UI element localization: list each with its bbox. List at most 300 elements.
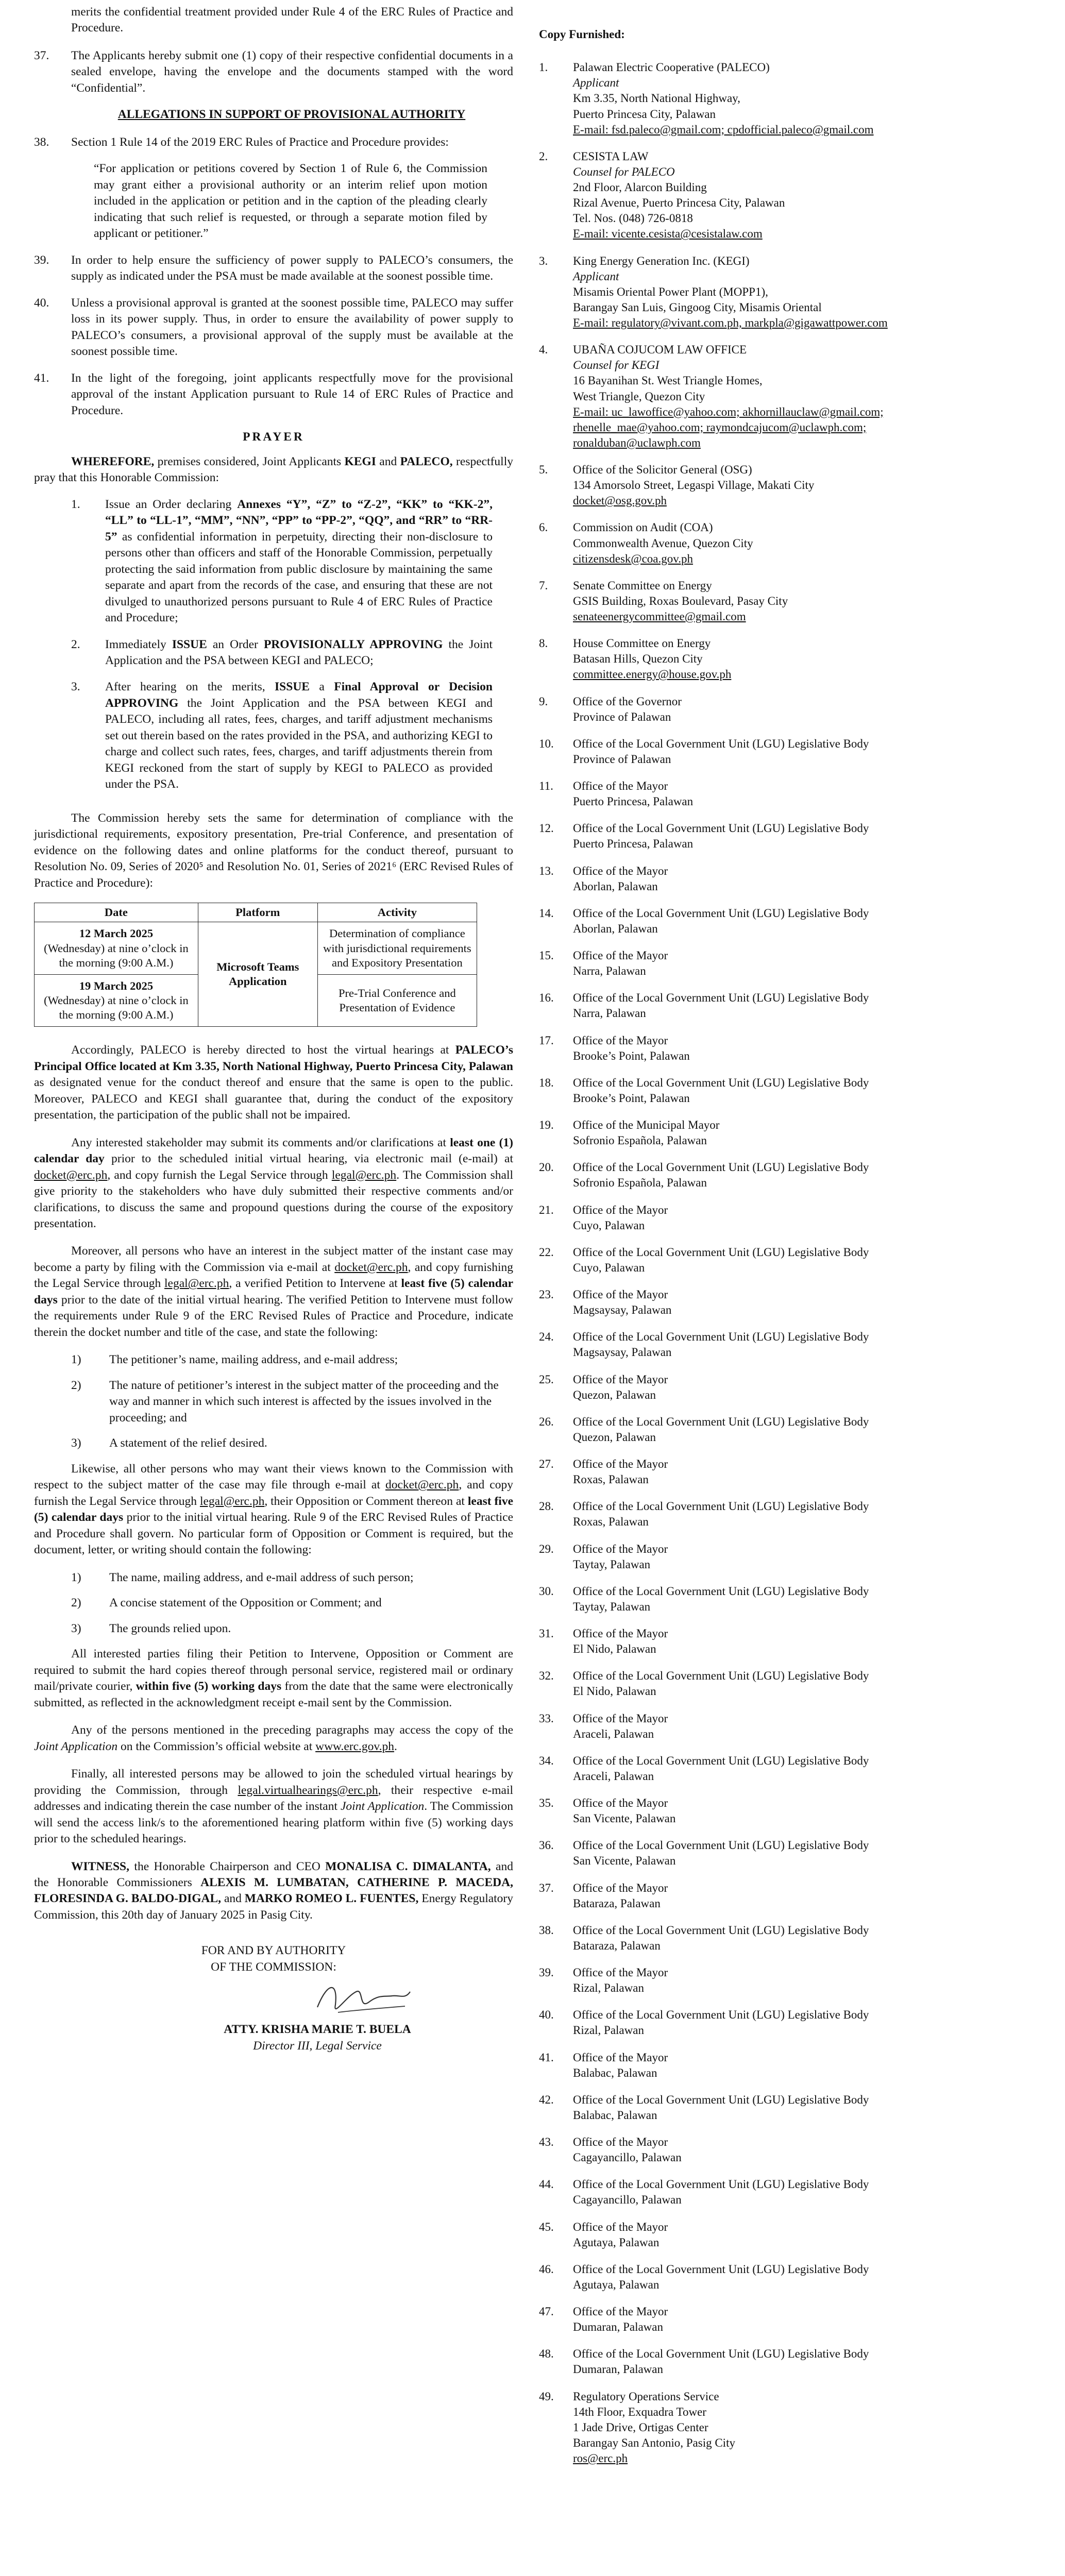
text-run: Any interested stakeholder may submit its comments and/or clarifications at xyxy=(71,1136,450,1149)
text-run: the Joint Application and the PSA between KEGI and PALECO, including all rates, fees, charges, and tariff adjustment mechanisms set out therein based on the rates provided in the PSA, and authorizing KEGI to charge and collect such rates, fees, charges, and tariff adjustments therein from KEGI reckoned from the start of supply by KEGI to PALECO as provided under the PSA. xyxy=(105,696,493,791)
entry-number: 3. xyxy=(539,254,548,267)
email-link[interactable]: docket@osg.gov.ph xyxy=(573,494,667,507)
entry-text xyxy=(573,149,1034,242)
entry-text xyxy=(573,1456,1034,1487)
copy-furnished-list xyxy=(539,27,1034,2478)
recipient-entry xyxy=(539,863,1034,894)
recipient-entry xyxy=(539,2262,1034,2293)
text-run: a xyxy=(309,680,334,694)
address-line: Office of the Mayor xyxy=(573,2305,668,2318)
recipient-entry xyxy=(539,821,1034,852)
text-run: All interested parties filing their Petition to Intervene, Opposition or Comment are required to submit the hard copies thereof through personal service, registered mail or ordinary mail/private courier, xyxy=(34,1647,513,1693)
list-number: 2) xyxy=(71,1596,81,1610)
text-run: . The Commission will send the access link/s to the aforementioned hearing platform within five (5) working days prior to the scheduled hearings. xyxy=(34,1800,513,1846)
recipient-entry xyxy=(539,1753,1034,1784)
activity-cell: Determination of compliance with jurisdictional requirements and Expository Presentation xyxy=(317,922,477,974)
entry-number: 12. xyxy=(539,822,554,835)
email-link[interactable]: E-mail: regulatory@vivant.com.ph, markpla@gigawattpower.com xyxy=(573,316,888,329)
email-link[interactable]: E-mail: vicente.cesista@cesistalaw.com xyxy=(573,227,763,241)
paragraph-stakeholder xyxy=(34,1135,513,1232)
list-text: A concise statement of the Opposition or Comment; and xyxy=(109,1596,382,1610)
recipient-entry xyxy=(539,636,1034,682)
list-item xyxy=(71,1435,503,1451)
entry-text xyxy=(573,694,1034,725)
address-line: Cagayancillo, Palawan xyxy=(573,2151,682,2164)
email-link[interactable]: senateenergycommittee@gmail.com xyxy=(573,610,746,623)
text-run: as designated venue for the conduct thereof and ensure that the same is open to the public. Moreover, PALECO and KEGI shall guarantee that, during the conduct of the expository presentation, the participation of the public shall not be impaired. xyxy=(34,1076,513,1122)
entry-number: 45. xyxy=(539,2220,554,2233)
recipient-entry xyxy=(539,1795,1034,1826)
entry-text xyxy=(573,1965,1034,1996)
docket-email-link[interactable]: docket@erc.ph xyxy=(385,1478,459,1492)
text-run: . The Commission shall give priority to the stakeholders who have duly submitted their respective comments and/or clarifications, to discuss the same and propound questions during the course of the expository presentation. xyxy=(34,1168,513,1230)
recipient-entry xyxy=(539,2219,1034,2250)
date-cell xyxy=(35,974,198,1026)
item-number: 2. xyxy=(71,637,80,651)
recipient-entry xyxy=(539,2134,1034,2165)
item-text xyxy=(105,637,493,669)
address-line: Office of the Local Government Unit (LGU) Legislative Body xyxy=(573,2262,869,2276)
entry-text xyxy=(573,2346,1034,2377)
entry-number: 49. xyxy=(539,2389,554,2403)
text-run: and xyxy=(376,454,400,468)
text-run: the Honorable Chairperson and CEO xyxy=(129,1859,326,1873)
list-item xyxy=(71,1621,503,1637)
list-number: 1) xyxy=(71,1353,81,1367)
signature-area xyxy=(34,1975,513,2022)
party-role: Applicant xyxy=(573,76,619,90)
email-link[interactable]: ronalduban@uclawph.com xyxy=(573,436,701,449)
entry-text xyxy=(573,821,1034,852)
entry-text xyxy=(573,636,1034,682)
signer-name: ATTY. KRISHA MARIE T. BUELA xyxy=(224,2023,411,2037)
bold-run: least one (1) calendar day xyxy=(34,1136,513,1166)
column-header: Date xyxy=(35,903,198,922)
entry-text xyxy=(573,736,1034,767)
entry-text xyxy=(573,1541,1034,1572)
entry-text xyxy=(573,1160,1034,1191)
entry-number: 17. xyxy=(539,1033,554,1047)
address-line: Office of the Mayor xyxy=(573,1711,668,1725)
entry-number: 1. xyxy=(539,61,548,74)
paleco-bold: PALECO, xyxy=(400,454,453,468)
address-line: Misamis Oriental Power Plant (MOPP1), xyxy=(573,285,768,298)
text-run: , their respective e-mail addresses and indicating therein the case number of the instant xyxy=(34,1783,513,1814)
entry-number: 33. xyxy=(539,1711,554,1725)
recipient-entry xyxy=(539,948,1034,979)
address-line: Puerto Princesa, Palawan xyxy=(573,837,694,851)
recipient-entry xyxy=(539,1329,1034,1360)
paragraph-number: 37. xyxy=(34,48,49,62)
email-link[interactable]: ros@erc.ph xyxy=(573,2452,628,2465)
address-line: Dumaran, Palawan xyxy=(573,2363,663,2376)
text-run: respectfully pray that this Honorable Commission: xyxy=(34,454,513,485)
list-text: The petitioner’s name, mailing address, and e-mail address; xyxy=(109,1353,398,1367)
handwritten-signature xyxy=(307,1976,415,2023)
list-text: The nature of petitioner’s interest in the subject matter of the proceeding and the way and manner in which such interest is affected by the issues involved in the proceeding; and xyxy=(109,1378,499,1425)
text-run: Finally, all interested persons may be allowed to join the scheduled virtual hearings by providing the Commission, through xyxy=(34,1767,513,1797)
list-text: The name, mailing address, and e-mail address of such person; xyxy=(109,1570,414,1584)
entry-number: 25. xyxy=(539,1372,554,1386)
virtual-hearings-email-link[interactable]: legal.virtualhearings@erc.ph xyxy=(238,1783,378,1797)
address-line: Office of the Local Government Unit (LGU) Legislative Body xyxy=(573,1584,869,1598)
address-line: Cagayancillo, Palawan xyxy=(573,2193,682,2207)
text-run: Likewise, all other persons who may want their views known to the Commission with respect to the subject matter of the case may file through e-mail at xyxy=(34,1462,513,1492)
entry-text xyxy=(573,2304,1034,2335)
address-line: Office of the Local Government Unit (LGU) Legislative Body xyxy=(573,822,869,835)
recipient-entry xyxy=(539,1414,1034,1445)
recipient-entry xyxy=(539,1965,1034,1996)
paragraph-interested xyxy=(34,1646,513,1711)
list-text: The grounds relied upon. xyxy=(109,1621,231,1635)
bold-run: ALEXIS M. LUMBATAN, CATHERINE P. MACEDA, FLORESINDA G. BALDO-DIGAL, xyxy=(34,1875,513,1906)
schedule-intro: The Commission hereby sets the same for determination of compliance with the jurisdictional requirements, expository presentation, Pre-trial Conference, and presentation of evidence on the following dates and online platforms for the conduct thereof, pursuant to Resolution No. 09, Series of 2020⁵ and Resolution No. 01, Series of 2021⁶ (ERC Revised Rules of Practice and Procedure): xyxy=(34,811,513,890)
address-line: UBAÑA COJUCOM LAW OFFICE xyxy=(573,343,747,357)
table-row xyxy=(35,922,477,974)
recipient-entry xyxy=(539,990,1034,1021)
entry-number: 34. xyxy=(539,1754,554,1767)
address-line: Narra, Palawan xyxy=(573,964,646,978)
entry-text xyxy=(573,1499,1034,1530)
entry-number: 44. xyxy=(539,2178,554,2191)
paragraph-39 xyxy=(34,252,513,285)
address-line: Bataraza, Palawan xyxy=(573,1939,661,1952)
entry-number: 23. xyxy=(539,1288,554,1301)
entry-number: 28. xyxy=(539,1500,554,1513)
entry-text xyxy=(573,2092,1034,2123)
text-run: prior to the initial virtual hearing. Rule 9 of the ERC Revised Rules of Practice and Procedure shall govern. No particular form of Opposition or Comment is required, but the document, letter, or writing should contain the following: xyxy=(34,1511,513,1557)
hearing-schedule-table xyxy=(34,903,477,1027)
section-title: ALLEGATIONS IN SUPPORT OF PROVISIONAL AUTHORITY xyxy=(117,108,466,122)
left-column xyxy=(34,4,513,2054)
entry-number: 20. xyxy=(539,1161,554,1174)
address-line: Dumaran, Palawan xyxy=(573,2320,663,2334)
paragraph-37 xyxy=(34,48,513,96)
address-line: Araceli, Palawan xyxy=(573,1769,654,1783)
address-line: Office of the Mayor xyxy=(573,1372,668,1386)
copy-furnished-title: Copy Furnished: xyxy=(539,28,625,41)
entry-number: 41. xyxy=(539,2050,554,2064)
address-line: Puerto Princesa City, Palawan xyxy=(573,107,716,121)
paragraph-text: In the light of the foregoing, joint applicants respectfully move for the provisional approval of the instant Application pursuant to Rule 14 of ERC Rules of Practice and Procedure. xyxy=(71,371,513,417)
platform-cell: Microsoft Teams Application xyxy=(198,922,317,1027)
entry-number: 15. xyxy=(539,949,554,962)
entry-text xyxy=(573,1668,1034,1699)
entry-number: 38. xyxy=(539,1923,554,1937)
paragraph-witness xyxy=(34,1859,513,1924)
address-line: Office of the Local Government Unit (LGU) Legislative Body xyxy=(573,1245,869,1259)
bold-run: ISSUE xyxy=(172,637,207,651)
address-line: Aborlan, Palawan xyxy=(573,922,658,935)
text-run: Energy Regulatory Commission, this 20th day of January 2025 in Pasig City. xyxy=(34,1892,514,1922)
paragraph-38 xyxy=(34,134,513,150)
paragraph-36-continuation: merits the confidential treatment provided under Rule 4 of the ERC Rules of Practice and Procedure. xyxy=(71,5,513,35)
address-line: Palawan Electric Cooperative (PALECO) xyxy=(573,61,770,74)
address-line: Province of Palawan xyxy=(573,710,671,723)
recipient-entry xyxy=(539,694,1034,725)
recipient-entry xyxy=(539,1668,1034,1699)
address-line: Office of the Mayor xyxy=(573,1458,668,1470)
bold-run: MARKO ROMEO L. FUENTES, xyxy=(244,1892,419,1906)
address-line: Office of the Local Government Unit (LGU) Legislative Body xyxy=(573,1839,869,1852)
entry-text xyxy=(573,778,1034,809)
text-run: an Order xyxy=(207,637,264,651)
address-line: Office of the Local Government Unit (LGU) Legislative Body xyxy=(573,2093,869,2106)
address-line: Brooke’s Point, Palawan xyxy=(573,1049,690,1062)
email-link[interactable]: committee.energy@house.gov.ph xyxy=(573,668,732,681)
paragraph-number: 39. xyxy=(34,253,49,267)
entry-text xyxy=(573,1414,1034,1445)
address-line: Km 3.35, North National Highway, xyxy=(573,92,740,105)
address-line: Roxas, Palawan xyxy=(573,1515,649,1529)
party-role: Counsel for KEGI xyxy=(573,359,660,372)
entry-number: 2. xyxy=(539,149,548,163)
column-header: Platform xyxy=(198,903,317,922)
text-run: the Joint Application and the PSA between KEGI and PALECO; xyxy=(105,637,493,667)
party-role: Applicant xyxy=(573,269,619,283)
address-line: Office of the Local Government Unit (LGU) Legislative Body xyxy=(573,1500,869,1513)
text-run: , a verified Petition to Intervene at xyxy=(229,1277,401,1291)
address-line: Quezon, Palawan xyxy=(573,1430,656,1444)
entry-text xyxy=(573,948,1034,979)
entry-text xyxy=(573,1880,1034,1911)
item-text xyxy=(105,679,493,792)
text-run: Issue an Order declaring xyxy=(105,497,238,511)
entry-text xyxy=(573,990,1034,1021)
prayer-intro xyxy=(34,454,513,486)
text-run: and the Honorable Commissioners xyxy=(34,1859,513,1889)
entry-number: 37. xyxy=(539,1881,554,1894)
address-line: Taytay, Palawan xyxy=(573,1600,651,1613)
entry-text xyxy=(573,2050,1034,2081)
entry-text xyxy=(573,2389,1034,2467)
recipient-entry xyxy=(539,149,1034,242)
entry-text xyxy=(573,1329,1034,1360)
list-number: 3) xyxy=(71,1621,81,1635)
paragraph-finally xyxy=(34,1766,513,1847)
address-line: 16 Bayanihan St. West Triangle Homes, xyxy=(573,374,763,387)
recipient-entry xyxy=(539,1160,1034,1191)
entry-number: 24. xyxy=(539,1330,554,1344)
entry-text xyxy=(573,60,1034,138)
address-line: 14th Floor, Exquadra Tower xyxy=(573,2405,706,2418)
entry-number: 26. xyxy=(539,1415,554,1428)
text-run: as confidential information in perpetuity, directing their non-disclosure to persons other than officers and staff of the Honorable Commission, perpetually protecting the said information from public disclosure by maintaining the same separate and apart from the records of the case, and ensuring that these are not divulged to unauthorized persons pursuant to Rule 4 of ERC Rules of Practice and Procedure; xyxy=(105,530,493,625)
erc-website-link[interactable]: www.erc.gov.ph xyxy=(315,1739,395,1753)
item-number: 1. xyxy=(71,497,80,511)
recipient-entry xyxy=(539,1711,1034,1742)
activity-cell: Pre-Trial Conference and Presentation of Evidence xyxy=(317,974,477,1026)
docket-email-link[interactable]: docket@erc.ph xyxy=(334,1260,408,1274)
paragraph-likewise xyxy=(34,1461,513,1558)
entry-number: 22. xyxy=(539,1245,554,1259)
entry-text xyxy=(573,253,1034,331)
entry-text xyxy=(573,863,1034,894)
paragraph-number: 38. xyxy=(34,135,49,149)
list-text: A statement of the relief desired. xyxy=(109,1436,267,1450)
address-line: Office of the Mayor xyxy=(573,779,668,792)
address-line: Barangay San Luis, Gingoog City, Misamis Oriental xyxy=(573,300,822,314)
address-line: GSIS Building, Roxas Boulevard, Pasay City xyxy=(573,594,788,607)
recipient-entry xyxy=(539,1033,1034,1064)
table-header-row xyxy=(35,903,477,922)
email-link[interactable]: rhenelle_mae@yahoo.com; raymondcajucom@uclawph.com; xyxy=(573,420,867,434)
text-run: After hearing on the merits, xyxy=(105,680,275,694)
entry-number: 11. xyxy=(539,779,553,792)
entry-number: 9. xyxy=(539,694,548,708)
entry-text xyxy=(573,1075,1034,1106)
address-line: Office of the Local Government Unit (LGU) Legislative Body xyxy=(573,1330,869,1344)
entry-number: 42. xyxy=(539,2093,554,2106)
recipient-entry xyxy=(539,1202,1034,1233)
entry-number: 47. xyxy=(539,2305,554,2318)
legal-email-link[interactable]: legal@erc.ph xyxy=(164,1277,229,1291)
entry-text xyxy=(573,1287,1034,1318)
recipient-entry xyxy=(539,1075,1034,1106)
date-bold: 12 March 2025 xyxy=(79,927,154,940)
recipient-entry xyxy=(539,1456,1034,1487)
email-link[interactable]: citizensdesk@coa.gov.ph xyxy=(573,552,694,565)
address-line: Office of the Mayor xyxy=(573,1966,668,1979)
address-line: Office of the Local Government Unit (LGU) Legislative Body xyxy=(573,1161,869,1174)
address-line: Cuyo, Palawan xyxy=(573,1218,645,1232)
entry-text xyxy=(573,1753,1034,1784)
address-line: Office of the Mayor xyxy=(573,1881,668,1894)
email-link[interactable]: E-mail: uc_lawoffice@yahoo.com; akhornillauclaw@gmail.com; xyxy=(573,405,884,418)
legal-email-link[interactable]: legal@erc.ph xyxy=(331,1168,397,1182)
entry-text xyxy=(573,1245,1034,1276)
entry-number: 39. xyxy=(539,1966,554,1979)
address-line: Office of the Mayor xyxy=(573,1288,668,1301)
bold-run: Final Approval or Decision APPROVING xyxy=(105,680,493,710)
entry-text xyxy=(573,520,1034,566)
prayer-item-3 xyxy=(71,679,493,792)
address-line: Senate Committee on Energy xyxy=(573,579,712,592)
recipient-entry xyxy=(539,2007,1034,2038)
entry-number: 13. xyxy=(539,864,554,877)
entry-number: 35. xyxy=(539,1797,554,1809)
prayer-item-1 xyxy=(71,497,493,626)
bold-run: ISSUE xyxy=(275,680,310,694)
paragraph-text: Unless a provisional approval is granted at the soonest possible time, PALECO may suffer loss in its power supply. Thus, in order to ensure the availability of power supply to PALECO’s consumers, a provisional approval of the supply must be available at the soonest possible time. xyxy=(71,296,513,359)
wherefore-bold: WHEREFORE, xyxy=(71,454,155,468)
entry-text xyxy=(573,1033,1034,1064)
entry-number: 31. xyxy=(539,1627,554,1640)
prayer-title: PRAYER xyxy=(243,430,305,444)
address-line: Magsaysay, Palawan xyxy=(573,1303,672,1317)
address-line: Sofronio Española, Palawan xyxy=(573,1134,707,1147)
address-line: San Vicente, Palawan xyxy=(573,1812,676,1825)
text-run: , their Opposition or Comment thereon at xyxy=(264,1494,468,1508)
entry-number: 30. xyxy=(539,1584,554,1598)
list-item xyxy=(71,1378,503,1426)
entry-number: 8. xyxy=(539,637,548,650)
text-run: . xyxy=(394,1739,397,1753)
email-link[interactable]: E-mail: fsd.paleco@gmail.com; cpdofficial.paleco@gmail.com xyxy=(573,123,874,136)
date-detail: (Wednesday) at nine o’clock in the morning (9:00 A.M.) xyxy=(44,993,189,1022)
legal-email-link[interactable]: legal@erc.ph xyxy=(199,1494,265,1508)
address-line: Office of the Local Government Unit (LGU) Legislative Body xyxy=(573,737,869,750)
block-quote: “For application or petitions covered by Section 1 of Rule 6, the Commission may grant either a provisional authority or an interim relief upon motion included in the application or petition and in the caption of the pleading clearly indicating that such relief is requested, or through a separate motion filed by applicant or petitioner.” xyxy=(94,162,487,241)
docket-email-link[interactable]: docket@erc.ph xyxy=(34,1168,108,1182)
recipient-entry xyxy=(539,2346,1034,2377)
address-line: San Vicente, Palawan xyxy=(573,1854,676,1868)
address-line: Province of Palawan xyxy=(573,752,671,766)
entry-text xyxy=(573,1584,1034,1615)
prayer-item-2 xyxy=(71,637,493,669)
address-line: Barangay San Antonio, Pasig City xyxy=(573,2436,735,2449)
paragraph-text: The Applicants hereby submit one (1) copy of their respective confidential documents in a sealed envelope, having the envelope and the documents stamped with the word “Confidential”. xyxy=(71,48,513,95)
date-detail: (Wednesday) at nine o’clock in the morning (9:00 A.M.) xyxy=(44,941,189,969)
address-line: Aborlan, Palawan xyxy=(573,879,658,893)
recipient-entry xyxy=(539,1372,1034,1403)
paragraph-number: 40. xyxy=(34,296,49,310)
text-run: prior to the scheduled initial virtual hearing, via electronic mail (e-mail) at xyxy=(104,1152,513,1166)
address-line: Tel. Nos. (048) 726-0818 xyxy=(573,212,693,225)
entry-number: 27. xyxy=(539,1458,554,1470)
recipient-entry xyxy=(539,1245,1034,1276)
entry-text xyxy=(573,462,1034,509)
text-run: , and copy furnish the Legal Service through xyxy=(107,1168,332,1182)
address-line: Sofronio Española, Palawan xyxy=(573,1176,707,1190)
venue-bold: PALECO’s Principal Office located at Km 3.35, North National Highway, Puerto Princesa City, Palawan xyxy=(34,1043,513,1073)
entry-text xyxy=(573,578,1034,624)
address-line: Regulatory Operations Service xyxy=(573,2389,719,2403)
authority-block xyxy=(34,1943,513,1975)
entry-number: 4. xyxy=(539,343,548,357)
recipient-entry xyxy=(539,60,1034,138)
annexes-bold: Annexes “Y”, “Z” to “Z-2”, “KK” to “KK-2”, “LL” to “LL-1”, “MM”, “NN”, “PP” to “PP-2”, “QQ”, and “RR” to “RR-5” xyxy=(105,497,493,544)
entry-text xyxy=(573,2262,1034,2293)
date-cell xyxy=(35,922,198,974)
recipient-entry xyxy=(539,2304,1034,2335)
signer-title: Director III, Legal Service xyxy=(253,2039,382,2053)
entry-number: 48. xyxy=(539,2347,554,2361)
entry-text xyxy=(573,1202,1034,1233)
address-line: 2nd Floor, Alarcon Building xyxy=(573,181,707,194)
address-line: Batasan Hills, Quezon City xyxy=(573,652,703,666)
entry-number: 6. xyxy=(539,521,548,534)
recipient-entry xyxy=(539,578,1034,624)
authority-line: OF THE COMMISSION: xyxy=(211,1960,336,1974)
address-line: Narra, Palawan xyxy=(573,1007,646,1020)
list-item xyxy=(71,1595,503,1611)
entry-text xyxy=(573,906,1034,937)
entry-number: 7. xyxy=(539,579,548,592)
address-line: Office of the Local Government Unit (LGU) Legislative Body xyxy=(573,1923,869,1937)
entry-text xyxy=(573,2177,1034,2208)
entry-number: 43. xyxy=(539,2136,554,2148)
address-line: Office of the Local Government Unit (LGU) Legislative Body xyxy=(573,991,869,1005)
recipient-entries xyxy=(539,60,1034,2466)
recipient-entry xyxy=(539,1287,1034,1318)
entry-number: 18. xyxy=(539,1076,554,1089)
address-line: Balabac, Palawan xyxy=(573,2066,657,2079)
italic-run: Joint Application xyxy=(34,1739,118,1753)
text-run: Any of the persons mentioned in the preceding paragraphs may access the copy of the xyxy=(71,1723,513,1737)
text-run: premises considered, Joint Applicants xyxy=(154,454,345,468)
address-line: Quezon, Palawan xyxy=(573,1388,656,1401)
bold-run: WITNESS, xyxy=(71,1859,129,1873)
entry-text xyxy=(573,1372,1034,1403)
entry-number: 10. xyxy=(539,737,554,750)
address-line: King Energy Generation Inc. (KEGI) xyxy=(573,254,750,267)
entry-number: 40. xyxy=(539,2008,554,2022)
address-line: Office of the Local Government Unit (LGU) Legislative Body xyxy=(573,2178,869,2191)
entry-number: 16. xyxy=(539,991,554,1005)
address-line: Office of the Municipal Mayor xyxy=(573,1118,720,1131)
recipient-entry xyxy=(539,2389,1034,2467)
